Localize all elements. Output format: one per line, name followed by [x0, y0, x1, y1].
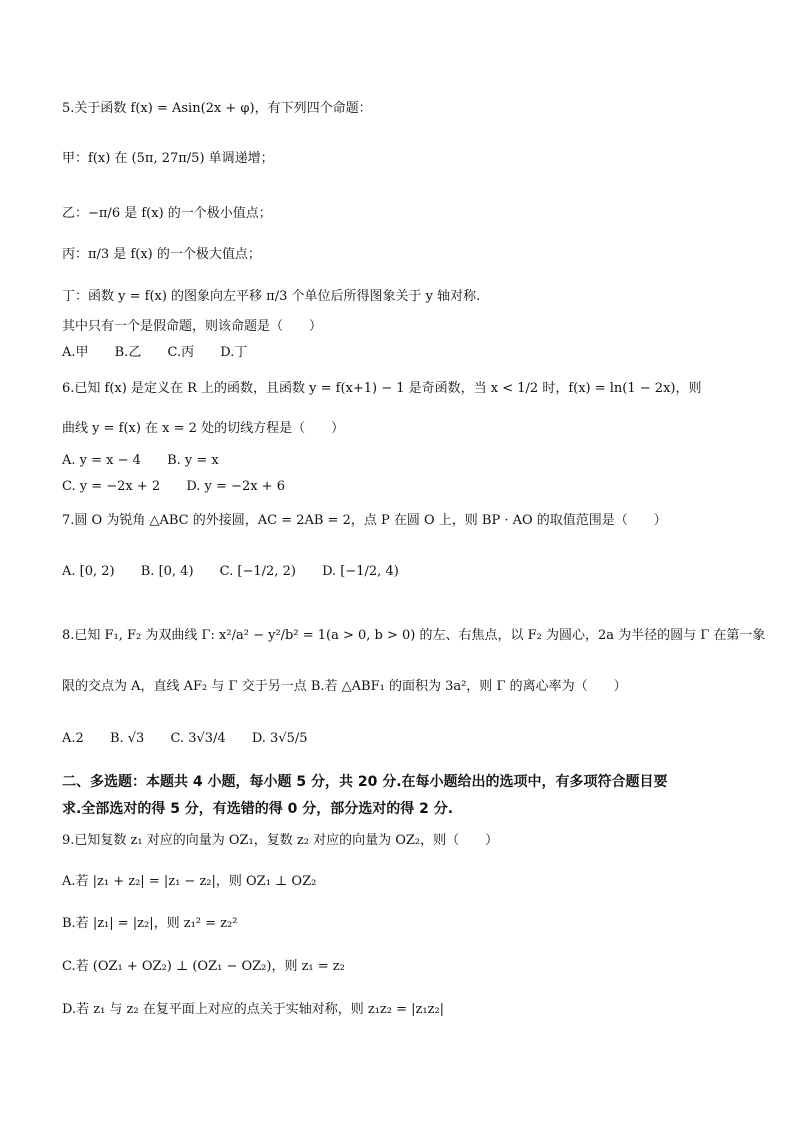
q8-stem: 8.已知 F₁, F₂ 为双曲线 Γ: x²/a² − y²/b² = 1(a > 0, b > 0) 的左、右焦点，以 F₂ 为圆心，2a 为半径的圆与 Γ 在第一象	[62, 628, 766, 643]
option-a: A. y = x − 4	[62, 453, 141, 468]
section-2-line-1: 二、多选题：本题共 4 小题，每小题 5 分，共 20 分.在每小题给出的选项中，有多项符合题目要	[62, 774, 668, 790]
option-a: A. [0, 2)	[62, 564, 115, 579]
q7-options	[62, 563, 421, 581]
q9-option-a: A.若 |z₁ + z₂| = |z₁ − z₂|，则 OZ₁ ⊥ OZ₂	[62, 874, 317, 889]
option-a: A.2	[62, 731, 84, 746]
option-c: C.丙	[167, 345, 195, 360]
q5-statement-bing: 丙：π/3 是 f(x) 的一个极大值点；	[62, 247, 261, 262]
option-a: A.甲	[62, 345, 89, 360]
option-c: C. y = −2x + 2	[62, 479, 161, 494]
q5-options	[62, 344, 269, 362]
q9-stem: 9.已知复数 z₁ 对应的向量为 OZ₁，复数 z₂ 对应的向量为 OZ₂，则（ ）	[62, 833, 499, 848]
q6-options-row1	[62, 452, 241, 470]
q9-option-c: C.若 (OZ₁ + OZ₂) ⊥ (OZ₁ − OZ₂)，则 z₁ = z₂	[62, 959, 345, 974]
q7-stem: 7.圆 O 为锐角 △ABC 的外接圆，AC = 2AB = 2，点 P 在圆 O 上，则 BP · AO 的取值范围是（ ）	[62, 513, 667, 528]
option-d: D. y = −2x + 6	[186, 479, 285, 494]
section-2-line-2: 求.全部选对的得 5 分，有选错的得 0 分，部分选对的得 2 分.	[62, 801, 454, 817]
q6-stem: 6.已知 f(x) 是定义在 R 上的函数，且函数 y = f(x+1) − 1 是奇函数，当 x < 1/2 时，f(x) = ln(1 − 2x)，则	[62, 381, 702, 396]
q5-ask: 其中只有一个是假命题，则该命题是（ ）	[62, 319, 323, 334]
q5-stem: 5.关于函数 f(x) = Asin(2x + φ)，有下列四个命题：	[62, 101, 372, 116]
option-b: B. √3	[109, 731, 145, 746]
q6-options-row2	[62, 478, 307, 496]
q9-option-d: D.若 z₁ 与 z₂ 在复平面上对应的点关于实轴对称，则 z₁z₂ = |z₁z₂|	[62, 1002, 445, 1017]
q9-option-b: B.若 |z₁| = |z₂|，则 z₁² = z₂²	[62, 916, 238, 931]
q8-options	[62, 730, 330, 748]
option-c: C. [−1/2, 2)	[219, 564, 296, 579]
option-c: C. 3√3/4	[170, 731, 226, 746]
option-d: D. 3√5/5	[251, 731, 308, 746]
option-b: B.乙	[114, 345, 142, 360]
q6-stem-2: 曲线 y = f(x) 在 x = 2 处的切线方程是（ ）	[62, 421, 345, 436]
option-d: D.丁	[220, 345, 248, 360]
option-d: D. [−1/2, 4)	[322, 564, 399, 579]
q5-statement-ding: 丁：函数 y = f(x) 的图象向左平移 π/3 个单位后所得图象关于 y 轴对称.	[62, 289, 481, 304]
q5-statement-yi: 乙：−π/6 是 f(x) 的一个极小值点；	[62, 206, 272, 221]
option-b: B. y = x	[167, 453, 219, 468]
option-b: B. [0, 4)	[140, 564, 194, 579]
q8-stem-2: 限的交点为 A，直线 AF₂ 与 Γ 交于另一点 B.若 △ABF₁ 的面积为 3a²，则 Γ 的离心率为（ ）	[62, 679, 627, 694]
q5-statement-jia: 甲：f(x) 在 (5π, 27π/5) 单调递增；	[62, 151, 274, 166]
